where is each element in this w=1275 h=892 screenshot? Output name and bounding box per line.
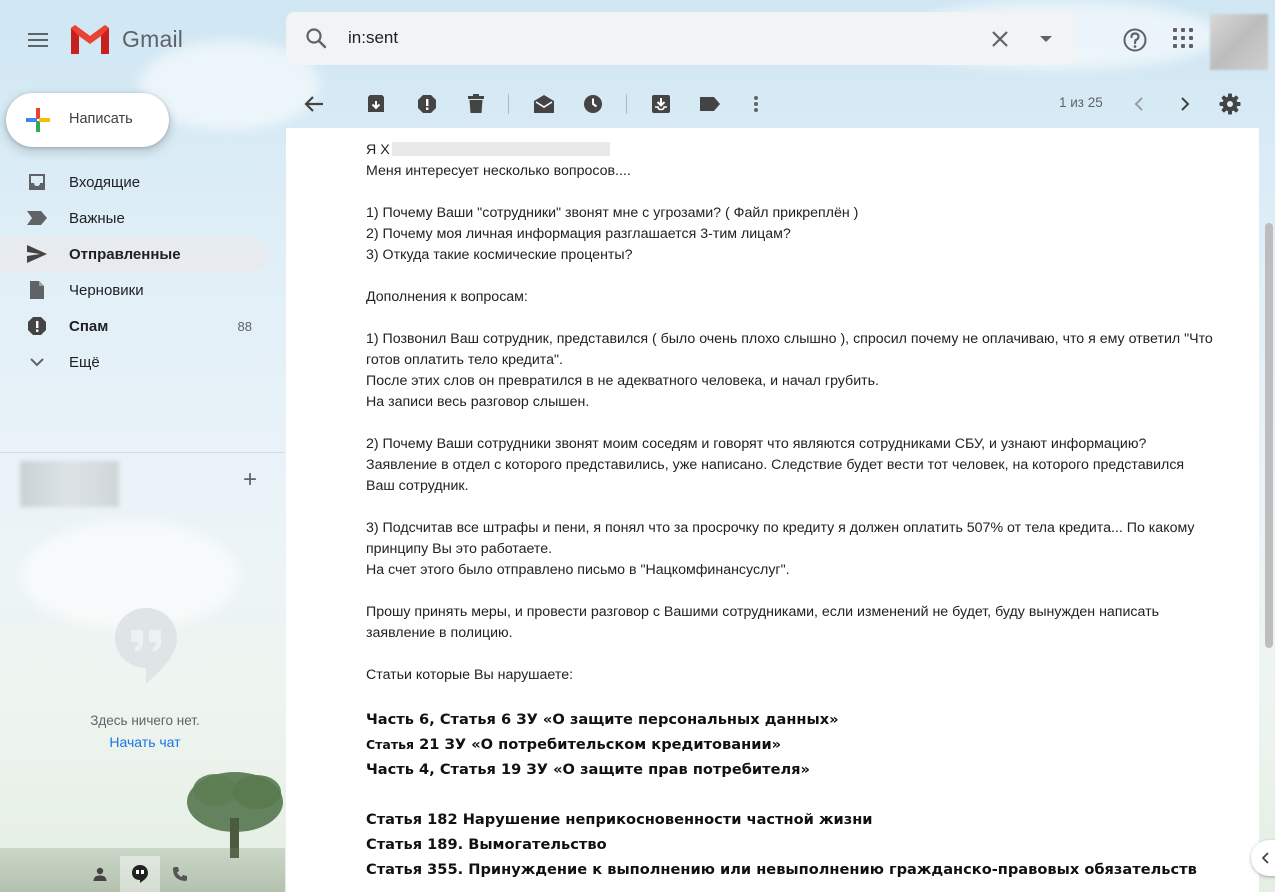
chevron-left-icon: [1134, 97, 1144, 111]
archive-icon: [366, 94, 386, 114]
back-button[interactable]: [300, 90, 328, 118]
message-line: 3) Подсчитав все штрафы и пени, я понял что за просрочку по кредиту я должен оплатить 507% от тела кредита... По какому: [366, 520, 1195, 536]
compose-button[interactable]: [6, 93, 169, 147]
search-icon[interactable]: [304, 26, 328, 50]
law-line: [366, 732, 1246, 757]
message-line: Статьи которые Вы нарушаете:: [366, 667, 574, 683]
search-bar: [286, 12, 1076, 65]
sidebar-item-label: Отправленные: [69, 245, 181, 263]
message-line: [366, 581, 1246, 602]
message-line: принципу Вы это работаете.: [366, 541, 553, 557]
app-name: Gmail: [122, 25, 184, 52]
message-toolbar: [286, 80, 1259, 128]
scrollbar[interactable]: [1262, 128, 1275, 892]
message-line: [366, 782, 1246, 807]
sidebar-item-drafts[interactable]: [0, 272, 268, 308]
person-icon: [92, 866, 108, 882]
archive-button[interactable]: [362, 90, 390, 118]
caret-down-icon: [1039, 35, 1053, 43]
chevron-down-icon: [26, 351, 48, 373]
snooze-button[interactable]: [579, 90, 607, 118]
sidebar-item-label: Входящие: [69, 173, 141, 191]
sidebar-item-label: Черновики: [69, 281, 144, 299]
gmail-m-icon: [68, 22, 112, 56]
message-line: [366, 413, 1246, 434]
message-line: Дополнения к вопросам:: [366, 289, 528, 305]
help-button[interactable]: [1119, 24, 1151, 61]
mark-unread-icon: [533, 94, 555, 114]
more-actions-button[interactable]: [742, 90, 770, 118]
older-button[interactable]: [1171, 90, 1199, 118]
hangouts-empty-text: Здесь ничего нет.: [90, 713, 200, 728]
inbox-icon: [26, 171, 48, 193]
settings-button[interactable]: [1216, 90, 1244, 118]
message-line: [366, 497, 1246, 518]
sidebar-divider: [0, 452, 285, 453]
sidebar-item-more[interactable]: [0, 344, 268, 380]
redacted-name: [392, 142, 610, 156]
message-line: [366, 266, 1246, 287]
add-contact-button[interactable]: +: [242, 466, 257, 493]
spam-icon: [417, 94, 437, 114]
message-line: Заявление в отдел с которого представились, уже написано. Следствие будет вести тот человек, на которого представился: [366, 457, 1185, 473]
toolbar-divider: [508, 94, 509, 114]
start-chat-link[interactable]: Начать чат: [109, 734, 181, 750]
search-options-button[interactable]: [1032, 25, 1060, 53]
chevron-right-icon: [1180, 97, 1190, 111]
hangouts-icon: [113, 606, 179, 686]
mark-unread-button[interactable]: [530, 90, 558, 118]
clock-icon: [583, 94, 603, 114]
trash-icon: [467, 94, 485, 114]
message-line: Меня интересует несколько вопросов....: [366, 163, 631, 179]
message-line: 3) Откуда такие космические проценты?: [366, 247, 633, 263]
search-input[interactable]: [348, 24, 948, 52]
move-to-button[interactable]: [647, 90, 675, 118]
google-apps-button[interactable]: [1173, 28, 1193, 48]
report-spam-button[interactable]: [413, 90, 441, 118]
help-icon: [1119, 24, 1151, 56]
sidebar-item-spam[interactable]: [0, 308, 268, 344]
message-line: Ваш сотрудник.: [366, 478, 469, 494]
apps-grid-icon: [1173, 28, 1177, 32]
scrollbar-thumb[interactable]: [1265, 223, 1273, 648]
account-avatar[interactable]: [1210, 14, 1268, 70]
phone-icon: [172, 866, 188, 882]
clear-search-button[interactable]: [986, 25, 1014, 53]
sidebar-item-inbox[interactable]: [0, 164, 268, 200]
chevron-left-icon: [1262, 852, 1270, 864]
message-line: готов оплатить тело кредита".: [366, 352, 563, 368]
message-line: [366, 308, 1246, 329]
pagination-text: 1 из 25: [1059, 95, 1103, 110]
sidebar-item-label: Спам: [69, 317, 109, 335]
message-line: На счет этого было отправлено письмо в "Нацкомфинансуслуг".: [366, 562, 790, 578]
hangouts-user-avatar[interactable]: [20, 461, 119, 507]
laws-block-1: [366, 707, 1246, 782]
law-line-rest: 21 ЗУ «О потребительском кредитовании»: [414, 736, 782, 753]
main-menu-button[interactable]: [18, 20, 58, 60]
message-line: 2) Почему моя личная информация разглашается 3-тим лицам?: [366, 226, 791, 242]
more-vert-icon: [753, 95, 759, 113]
sidebar-item-important[interactable]: [0, 200, 268, 236]
move-to-inbox-icon: [651, 94, 671, 114]
top-bar: [0, 0, 1275, 80]
message-body: [366, 140, 1246, 882]
sidebar-item-sent[interactable]: [0, 236, 268, 272]
contacts-tab[interactable]: [80, 856, 120, 892]
hangouts-quote-icon: [131, 864, 149, 884]
toolbar-divider: [626, 94, 627, 114]
newer-button[interactable]: [1125, 90, 1153, 118]
draft-icon: [26, 279, 48, 301]
message-line: После этих слов он превратился в не адекватного человека, и начал грубить.: [366, 373, 879, 389]
message-line: 1) Почему Ваши "сотрудники" звонят мне с угрозами? ( Файл прикреплён ): [366, 205, 859, 221]
law-line: Часть 6, Статья 6 ЗУ «О защите персональных данных»: [366, 711, 839, 728]
law-line: Статья 189. Вымогательство: [366, 836, 607, 853]
message-line: [366, 182, 1246, 203]
compose-plus-icon: [24, 106, 52, 134]
law-line: Статья 182 Нарушение неприкосновенности частной жизни: [366, 811, 873, 828]
law-line-prefix: Статья: [366, 737, 415, 752]
important-icon: [26, 207, 48, 229]
compose-label: Написать: [69, 111, 133, 127]
sidebar-item-label: Ещё: [69, 353, 100, 371]
hangouts-tabs: [80, 856, 200, 892]
conversations-tab[interactable]: [120, 856, 160, 892]
greeting-text: Я Х: [366, 142, 390, 158]
spam-icon: [26, 315, 48, 337]
hamburger-icon: [28, 39, 48, 41]
sidebar-item-label: Важные: [69, 209, 125, 227]
phone-tab[interactable]: [160, 856, 200, 892]
spam-count-badge: 88: [237, 318, 252, 334]
message-line: [366, 686, 1246, 707]
message-line: На записи весь разговор слышен.: [366, 394, 590, 410]
gmail-logo[interactable]: [68, 22, 183, 56]
message-line: 2) Почему Ваши сотрудники звонят моим соседям и говорят что являются сотрудниками СБУ, и узнают информацию?: [366, 436, 1147, 452]
arrow-back-icon: [304, 95, 324, 113]
laws-block-2: [366, 807, 1246, 882]
send-icon: [26, 243, 48, 265]
message-line: Прошу принять меры, и провести разговор с Вашими сотрудниками, если изменений не будет, буду вынужден написать: [366, 604, 1159, 620]
label-icon: [699, 96, 721, 112]
gear-icon: [1219, 93, 1241, 115]
delete-button[interactable]: [462, 90, 490, 118]
background-tree-image: [185, 770, 285, 860]
message-line: заявление в полицию.: [366, 625, 513, 641]
law-line: Часть 4, Статья 19 ЗУ «О защите прав потребителя»: [366, 761, 810, 778]
message-line: 1) Позвонил Ваш сотрудник, представился ( было очень плохо слышно ), спросил почему не оплачиваю, что я ему ответил "Что: [366, 331, 1213, 347]
message-line: [366, 140, 1246, 161]
labels-button[interactable]: [696, 90, 724, 118]
message-line: [366, 644, 1246, 665]
message-view: [286, 128, 1259, 892]
sidebar-nav: [0, 164, 268, 380]
message-lines: [366, 161, 1246, 686]
close-icon: [991, 30, 1009, 48]
law-line: Статья 355. Принуждение к выполнению или невыполнению гражданско-правовых обязательств: [366, 861, 1197, 878]
